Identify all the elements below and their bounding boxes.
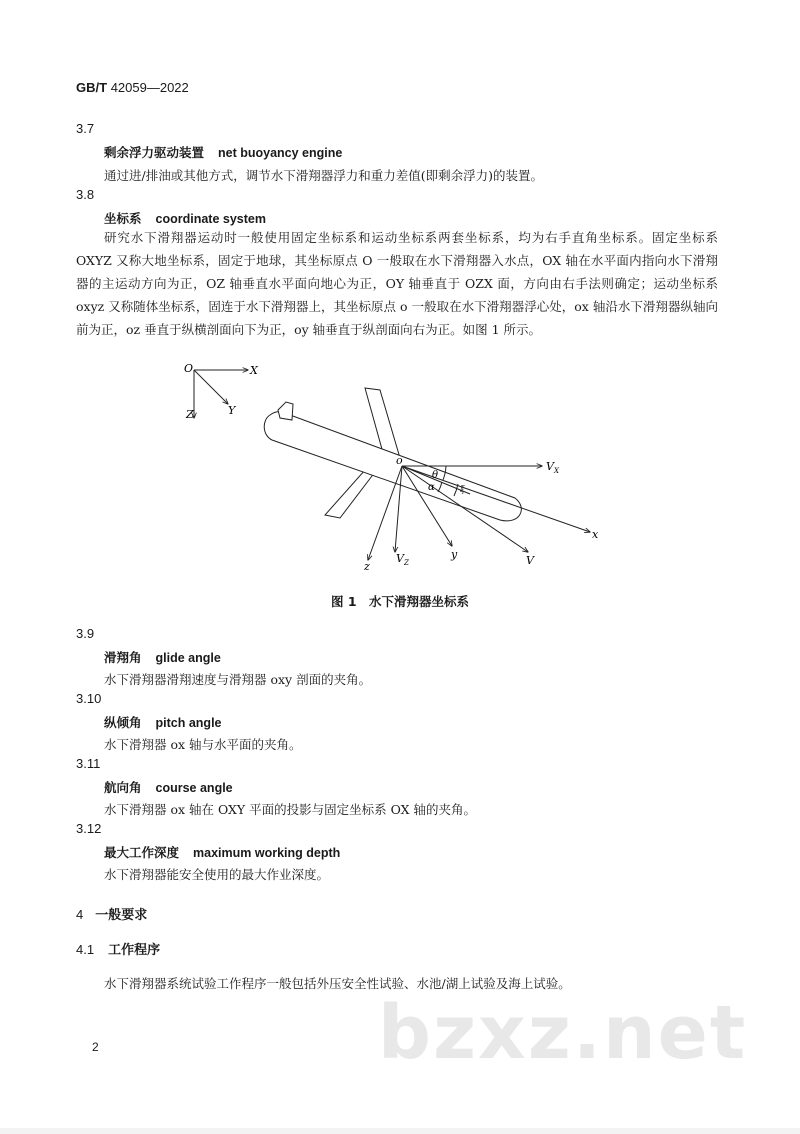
- label-theta: θ: [432, 470, 439, 481]
- clause-number: 3.11: [76, 756, 101, 771]
- coordinate-definition: 研究水下滑翔器运动时一般使用固定坐标系和运动坐标系两套坐标系，均为右手直角坐标系。固定坐标系 OXYZ 又称大地坐标系，固定于地球，其坐标原点 O 一般取在水下滑翔器入水点，OX 轴在水平面内指向水下滑翔器的主运动方向为正，OZ 轴垂直水平面向地心为正，OY 轴垂直于 OZX 面，方向由右手法则确定；运动坐标系 oxyz 又称随体坐标系，固连于水下滑翔器上，其坐标原点 o 一般取在水下滑翔器浮心处，ox 轴沿水下滑翔器纵轴向前为正，oz 垂直于纵横剖面向下为正，oy 轴垂直于纵剖面向右为正。如图 1 所示。: [76, 230, 718, 337]
- term-cn: 最大工作深度: [104, 845, 180, 860]
- clause-number: 3.10: [76, 691, 102, 706]
- term-en: net buoyancy engine: [218, 146, 343, 160]
- subsection-text: 水下滑翔器系统试验工作程序一般包括外压安全性试验、水池/湖上试验及海上试验。: [104, 976, 571, 991]
- term-en: glide angle: [155, 651, 221, 665]
- clause-number: 3.9: [76, 626, 95, 641]
- lower-wing: [325, 470, 375, 518]
- term-title: [104, 713, 222, 731]
- section-number: 4: [76, 907, 84, 922]
- label-xi: ξ: [460, 485, 465, 494]
- term-title: [104, 209, 266, 227]
- subsection-heading: [76, 939, 160, 958]
- section-heading: [76, 904, 147, 923]
- label-O: O: [184, 362, 194, 375]
- term-cn: 坐标系: [104, 211, 142, 226]
- term-cn: 滑翔角: [104, 650, 142, 665]
- page-number: 2: [92, 1040, 99, 1054]
- standard-number: 42059—2022: [110, 80, 189, 95]
- ox-axis: [402, 466, 590, 532]
- term-title: [104, 648, 221, 666]
- label-X: X: [250, 364, 258, 377]
- site-watermark: bzxz.net: [378, 990, 748, 1076]
- label-Vz: $V_Z$: [396, 552, 409, 567]
- clause-number: 3.8: [76, 187, 95, 202]
- label-alpha: α: [428, 482, 435, 493]
- term-definition: 水下滑翔器 ox 轴在 OXY 平面的投影与固定坐标系 OX 轴的夹角。: [104, 802, 477, 817]
- label-Z: Z: [186, 408, 194, 421]
- term-definition: 通过进/排油或其他方式，调节水下滑翔器浮力和重力差值(即剩余浮力)的装置。: [104, 168, 543, 183]
- term-title: [104, 143, 342, 161]
- term-en: course angle: [155, 781, 233, 795]
- tail-fin: [278, 402, 293, 420]
- label-V: V: [526, 554, 534, 567]
- clause-number: 3.7: [76, 121, 95, 136]
- label-z: z: [364, 560, 370, 573]
- label-o: o: [396, 454, 403, 467]
- term-title: [104, 843, 340, 861]
- label-y: y: [451, 548, 458, 561]
- term-en: pitch angle: [155, 716, 222, 730]
- term-definition: 水下滑翔器能安全使用的最大作业深度。: [104, 867, 330, 882]
- label-Y: Y: [228, 404, 236, 417]
- term-cn: 剩余浮力驱动装置: [104, 145, 205, 160]
- label-Vx: $V_X$: [546, 460, 559, 475]
- clause-number: 3.12: [76, 821, 102, 836]
- glider-coordinate-diagram: [170, 360, 610, 575]
- label-x: x: [592, 528, 599, 541]
- subsection-number: 4.1: [76, 942, 95, 957]
- page-edge: [0, 1128, 800, 1134]
- term-title: [104, 778, 233, 796]
- term-cn: 纵倾角: [104, 715, 142, 730]
- term-definition: 水下滑翔器滑翔速度与滑翔器 oxy 剖面的夹角。: [104, 672, 372, 687]
- term-en: maximum working depth: [193, 846, 341, 860]
- fixed-y-axis: [194, 370, 228, 404]
- section-title: 一般要求: [95, 908, 148, 923]
- term-cn: 航向角: [104, 780, 142, 795]
- figure-caption: 图 1 水下滑翔器坐标系: [330, 594, 470, 609]
- subsection-title: 工作程序: [108, 943, 161, 958]
- term-en: coordinate system: [155, 212, 266, 226]
- standard-header: [76, 80, 189, 95]
- standard-code: GB/T: [76, 80, 108, 95]
- term-definition: 水下滑翔器 ox 轴与水平面的夹角。: [104, 737, 302, 752]
